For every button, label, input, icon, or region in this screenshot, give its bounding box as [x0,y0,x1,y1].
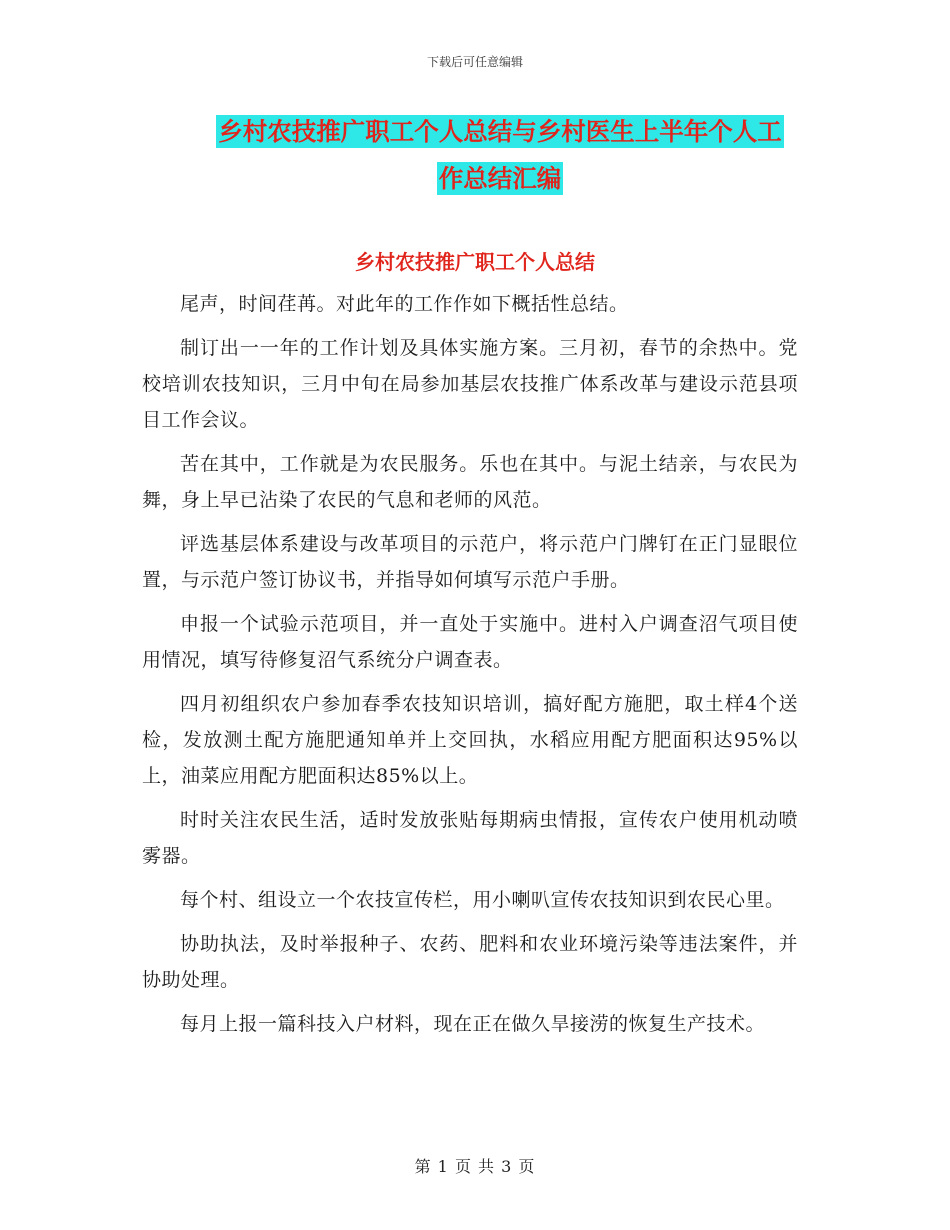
body-paragraph: 协助执法，及时举报种子、农药、肥料和农业环境污染等违法案件，并协助处理。 [142,933,798,991]
document-title [190,108,810,202]
body-paragraph: 评选基层体系建设与改革项目的示范户，将示范户门牌钉在正门显眼位置，与示范户签订协议书，并指导如何填写示范户手册。 [142,533,798,591]
header-note: 下载后可任意编辑 [426,55,523,69]
body-paragraph: 制订出一一年的工作计划及具体实施方案。三月初，春节的余热中。党校培训农技知识，三月中旬在局参加基层农技推广体系改革与建设示范县项目工作会议。 [142,337,798,431]
body-paragraph: 时时关注农民生活，适时发放张贴每期病虫情报，宣传农户使用机动喷雾器。 [142,809,798,867]
body-paragraph: 每个村、组设立一个农技宣传栏，用小喇叭宣传农技知识到农民心里。 [180,889,785,911]
body-paragraph: 苦在其中，工作就是为农民服务。乐也在其中。与泥土结亲，与农民为舞，身上早已沾染了农民的气息和老师的风范。 [142,453,798,511]
section-title: 乡村农技推广职工个人总结 [355,250,595,274]
page-number: 第 1 页 共 3 页 [414,1157,536,1176]
body-paragraph: 每月上报一篇科技入户材料，现在正在做久旱接涝的恢复生产技术。 [180,1013,766,1035]
document-title-line-2: 作总结汇编 [438,164,562,193]
document-body [142,286,798,1050]
document-title-line-1: 乡村农技推广职工个人总结与乡村医生上半年个人工 [218,117,782,146]
body-paragraph: 申报一个试验示范项目，并一直处于实施中。进村入户调查沼气项目使用情况，填写待修复沼气系统分户调查表。 [142,613,798,671]
body-paragraph: 尾声，时间荏苒。对此年的工作作如下概括性总结。 [180,293,629,315]
body-paragraph: 四月初组织农户参加春季农技知识培训，搞好配方施肥，取土样4个送检，发放测土配方施肥通知单并上交回执，水稻应用配方肥面积达95%以上，油菜应用配方肥面积达85%以上。 [142,693,798,787]
